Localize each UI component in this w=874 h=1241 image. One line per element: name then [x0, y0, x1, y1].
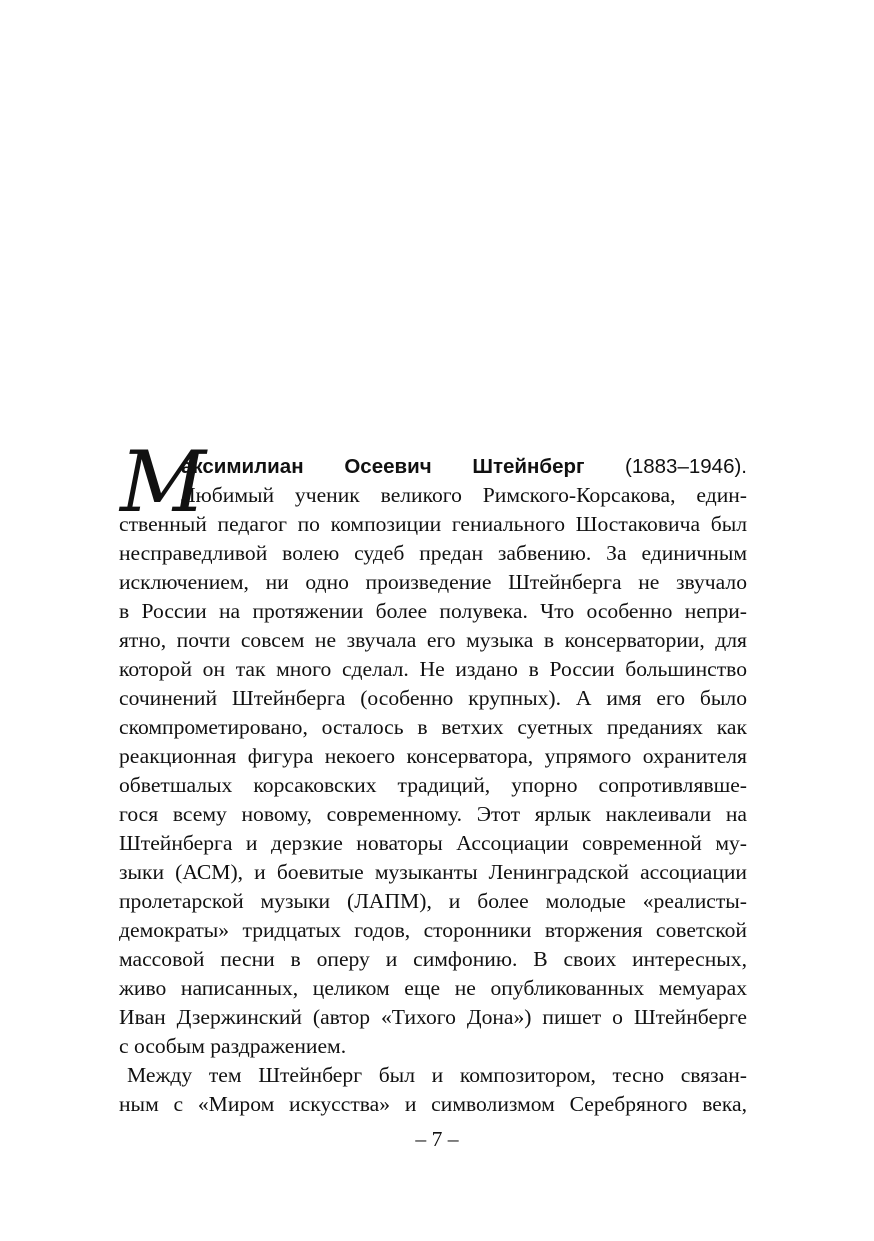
text-line: исключением, ни одно произведение Штейнберга не звучало: [119, 570, 747, 594]
text-line: Любимый ученик великого Римского-Корсакова, един-: [181, 483, 747, 507]
text-line: Между тем Штейнберг был и композитором, тесно связан-: [127, 1063, 747, 1087]
text-line: Штейнберга и дерзкие новаторы Ассоциации современной му-: [119, 831, 747, 855]
text-line: ным с «Миром искусства» и символизмом Серебряного века,: [119, 1092, 747, 1116]
drop-cap: М: [120, 433, 207, 531]
text-line: обветшалых корсаковских традиций, упорно сопротивлявше-: [119, 773, 747, 797]
heading-line: [181, 451, 747, 481]
text-line: с особым раздражением.: [119, 1034, 347, 1058]
text-line: гося всему новому, современному. Этот ярлык наклеивали на: [119, 802, 747, 826]
text-line: несправедливой волею судеб предан забвению. За единичным: [119, 541, 747, 565]
page-number: – 7 –: [415, 1127, 459, 1151]
text-line: Иван Дзержинский (автор «Тихого Дона») пишет о Штейнберге: [119, 1005, 747, 1029]
text-line: скомпрометировано, осталось в ветхих суетных преданиях как: [119, 715, 747, 739]
text-line: реакционная фигура некоего консерватора, упрямого охранителя: [119, 744, 747, 768]
text-line: сочинений Штейнберга (особенно крупных). А имя его было: [119, 686, 747, 710]
author-name: аксимилиан Осеевич Штейнберг: [181, 455, 585, 478]
author-years: (1883–1946).: [625, 455, 747, 478]
text-line: пролетарской музыки (ЛАПМ), и более молодые «реалисты-: [119, 889, 747, 913]
text-line: которой он так много сделал. Не издано в России большинство: [119, 657, 747, 681]
text-line: зыки (АСМ), и боевитые музыканты Ленинградской ассоциации: [119, 860, 747, 884]
text-line: демократы» тридцатых годов, сторонники вторжения советской: [119, 918, 747, 942]
text-line: ятно, почти совсем не звучала его музыка в консерватории, для: [119, 628, 747, 652]
text-line: в России на протяжении более полувека. Что особенно непри-: [119, 599, 747, 623]
text-line: ственный педагог по композиции гениального Шостаковича был: [119, 512, 747, 536]
text-line: живо написанных, целиком еще не опубликованных мемуарах: [119, 976, 747, 1000]
text-line: массовой песни в оперу и симфонию. В своих интересных,: [119, 947, 747, 971]
